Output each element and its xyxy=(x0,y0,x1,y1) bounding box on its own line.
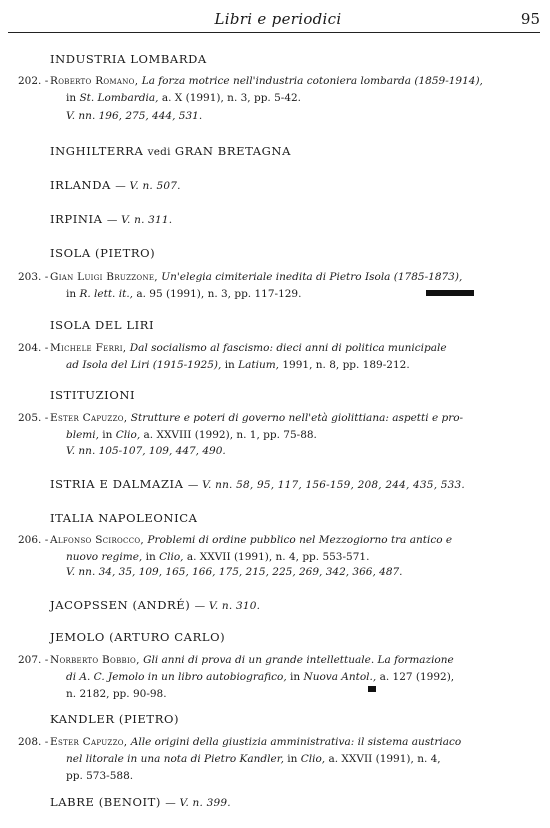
entry-number: 208. - xyxy=(18,736,49,748)
heading-labre xyxy=(50,795,231,809)
entry-title: La forza motrice nell'industria cotoniera lombarda (1859-1914), xyxy=(141,75,483,87)
entry-title: Gli anni di prova di un grande intellettuale. La formazione xyxy=(143,654,454,666)
entry-title-cont: nel litorale in una nota di Pietro Kandler, xyxy=(66,753,284,765)
see-also-202: V. nn. 196, 275, 444, 531. xyxy=(66,110,203,122)
running-title: Libri e periodici xyxy=(214,10,342,28)
entry-line xyxy=(50,286,482,303)
heading-irpinia xyxy=(50,212,172,226)
entry-citation: a. XXVIII (1992), n. 1, pp. 75-88. xyxy=(143,429,317,441)
entry-author: Ester Capuzzo, xyxy=(50,412,128,424)
heading-text: IRLANDA xyxy=(50,178,111,192)
heading-irlanda xyxy=(50,178,181,192)
entry-207 xyxy=(0,652,550,706)
entry-in: in xyxy=(287,753,298,765)
entry-in: in xyxy=(66,288,77,300)
entry-in: in xyxy=(66,92,77,104)
entry-in: in xyxy=(290,671,301,683)
heading-isola-del-liri: ISOLA DEL LIRI xyxy=(50,318,155,332)
heading-istituzioni: ISTITUZIONI xyxy=(50,388,136,402)
entry-line xyxy=(50,532,482,549)
entry-title-cont: blemi, xyxy=(66,429,99,441)
ink-smudge xyxy=(426,290,474,296)
heading-jacopssen xyxy=(50,598,260,612)
entry-journal: Clio, xyxy=(159,551,184,563)
entry-line xyxy=(50,410,482,427)
entry-author: Gian Luigi Bruzzone, xyxy=(50,271,158,283)
entry-202 xyxy=(0,73,550,133)
entry-number: 205. - xyxy=(18,412,49,424)
entry-citation-cont: n. 2182, pp. 90-98. xyxy=(66,688,167,700)
entry-citation: a. X (1991), n. 3, pp. 5-42. xyxy=(161,92,302,104)
entry-title: Dal socialismo al fascismo: dieci anni di politica municipale xyxy=(129,342,447,354)
see-also-206: V. nn. 34, 35, 109, 165, 166, 175, 215, 225, 269, 342, 366, 487. xyxy=(66,566,403,578)
entry-in: in xyxy=(145,551,156,563)
entry-in: in xyxy=(102,429,113,441)
entry-line xyxy=(50,652,482,669)
entry-journal: Clio, xyxy=(115,429,141,441)
entry-citation-cont: pp. 573-588. xyxy=(66,770,134,782)
entry-in: in xyxy=(224,359,235,371)
entry-journal: St. Lombardia, xyxy=(79,92,159,104)
entry-number: 206. - xyxy=(18,534,49,546)
heading-text: LABRE (BENOIT) xyxy=(50,795,162,809)
ink-smudge xyxy=(368,686,376,692)
see-also-205: V. nn. 105-107, 109, 447, 490. xyxy=(66,445,226,457)
entry-number: 203. - xyxy=(18,271,49,283)
entry-205 xyxy=(0,410,550,450)
entry-line xyxy=(50,549,482,566)
heading-kandler: KANDLER (PIETRO) xyxy=(50,712,180,726)
entry-title: Problemi di ordine pubblico nel Mezzogiorno tra antico e xyxy=(147,534,453,546)
heading-industria-lombarda: INDUSTRIA LOMBARDA xyxy=(50,52,207,66)
entry-journal: R. lett. it., xyxy=(79,288,133,300)
entry-author: Norberto Bobbio, xyxy=(50,654,140,666)
entry-line xyxy=(50,340,482,357)
entry-line xyxy=(50,686,482,703)
entry-journal: Latium, xyxy=(238,359,280,371)
entry-title-cont: ad Isola del Liri (1915-1925), xyxy=(66,359,222,371)
entry-title-cont: nuovo regime, xyxy=(66,551,143,563)
entry-line xyxy=(50,73,482,90)
entry-citation: a. 127 (1992), xyxy=(379,671,455,683)
entry-author: Ester Capuzzo, xyxy=(50,736,128,748)
running-head xyxy=(8,8,540,32)
heading-isola-pietro: ISOLA (PIETRO) xyxy=(50,246,156,260)
entry-line xyxy=(50,90,482,107)
entry-journal: Clio, xyxy=(300,753,326,765)
entry-line xyxy=(50,734,482,751)
heading-ref: — V. n. 507. xyxy=(115,180,181,192)
heading-ref: — V. nn. 58, 95, 117, 156-159, 208, 244, 435, 533. xyxy=(187,479,465,491)
entry-journal: Nuova Antol., xyxy=(303,671,377,683)
entry-line xyxy=(50,669,482,686)
entry-line xyxy=(50,751,482,768)
heading-ref: — V. n. 399. xyxy=(165,797,231,809)
entry-number: 202. - xyxy=(18,75,49,87)
heading-text: INGHILTERRA xyxy=(50,144,144,158)
entry-204 xyxy=(0,340,550,380)
heading-text: ISTRIA E DALMAZIA xyxy=(50,477,184,491)
entry-line xyxy=(50,427,482,444)
heading-inghilterra xyxy=(50,144,291,158)
entry-title: Alle origini della giustizia amministrativa: il sistema austriaco xyxy=(130,736,462,748)
entry-citation: a. XXVII (1991), n. 4, xyxy=(328,753,441,765)
heading-italia-napoleonica: ITALIA NAPOLEONICA xyxy=(50,511,198,525)
entry-title: Strutture e poteri di governo nell'età giolittiana: aspetti e pro- xyxy=(130,412,464,424)
heading-text: IRPINIA xyxy=(50,212,103,226)
heading-text: JACOPSSEN (ANDRÉ) xyxy=(50,598,191,612)
entry-author: Alfonso Scirocco, xyxy=(50,534,145,546)
entry-citation: a. XXVII (1991), n. 4, pp. 553-571. xyxy=(186,551,370,563)
entry-citation: a. 95 (1991), n. 3, pp. 117-129. xyxy=(136,288,302,300)
heading-istria-dalmazia xyxy=(50,477,465,491)
heading-target: GRAN BRETAGNA xyxy=(174,144,291,158)
heading-vedi: vedi xyxy=(147,146,171,158)
header-rule xyxy=(8,32,540,33)
entry-citation: 1991, n. 8, pp. 189-212. xyxy=(282,359,410,371)
entry-author: Roberto Romano, xyxy=(50,75,139,87)
entry-author: Michele Ferri, xyxy=(50,342,127,354)
entry-title-cont: di A. C. Jemolo in un libro autobiografico, xyxy=(66,671,287,683)
entry-title: Un'elegia cimiteriale inedita di Pietro Isola (1785-1873), xyxy=(161,271,463,283)
page-number: 95 xyxy=(520,10,540,28)
entry-line xyxy=(50,357,482,374)
entry-number: 204. - xyxy=(18,342,49,354)
entry-number: 207. - xyxy=(18,654,49,666)
heading-ref: — V. n. 311. xyxy=(106,214,173,226)
heading-jemolo: JEMOLO (ARTURO CARLO) xyxy=(50,630,226,644)
entry-203 xyxy=(0,269,550,309)
entry-line xyxy=(50,768,482,785)
entry-line xyxy=(50,269,482,286)
heading-ref: — V. n. 310. xyxy=(194,600,261,612)
entry-208 xyxy=(0,734,550,788)
